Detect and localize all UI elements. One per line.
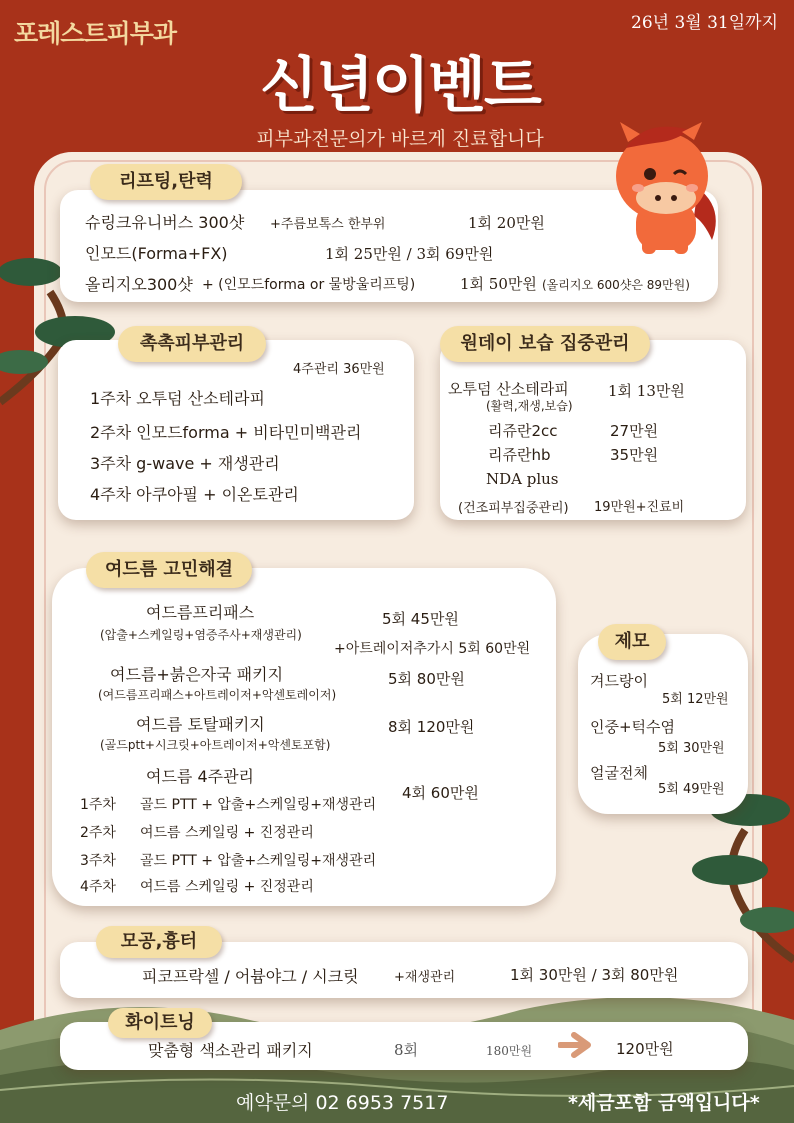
lifting-name-2: 인모드(Forma+FX) (85, 244, 228, 263)
moist-week-4: 4주차 아쿠아필 + 이온토관리 (90, 485, 299, 504)
tax-note: *세금포함 금액입니다* (568, 1092, 760, 1114)
acne-week-4-desc: 여드름 스케일링 + 진정관리 (140, 879, 314, 895)
event-subtitle: 피부과전문의가 바르게 진료합니다 (256, 128, 544, 150)
lifting-note-3: (올리지오 600샷은 89만원) (542, 278, 690, 292)
whitening-tag: 화이트닝 (108, 1008, 212, 1038)
oneday-rejuran-cc: 리쥬란2cc (488, 422, 558, 440)
hair-tag: 제모 (598, 624, 666, 660)
lifting-extra-3: + (인모드forma or 물방울리프팅) (202, 277, 416, 293)
hair-card (578, 634, 748, 814)
clinic-name: 포레스트피부과 (14, 19, 177, 48)
oneday-rejuran-hb-price: 35만원 (610, 446, 659, 464)
moist-week-2: 2주차 인모드forma + 비타민미백관리 (90, 423, 362, 442)
pore-price: 1회 30만원 / 3회 80만원 (510, 966, 679, 984)
lifting-extra-1: +주름보톡스 한부위 (270, 217, 386, 232)
moist-week-1: 1주차 오투덤 산소테라피 (90, 389, 265, 408)
acne-week-2-desc: 여드름 스케일링 + 진정관리 (140, 825, 314, 841)
lifting-name-3: 올리지오300샷 (85, 275, 193, 294)
acne-four-name: 여드름 4주관리 (146, 767, 255, 786)
event-title: 신년이벤트 (260, 51, 540, 121)
hair-item-2-name: 인중+턱수염 (590, 718, 676, 736)
oneday-tag: 원데이 보습 집중관리 (440, 326, 650, 362)
whitening-price: 120만원 (616, 1040, 674, 1058)
moist-price: 4주관리 36만원 (293, 362, 385, 377)
acne-week-2-label: 2주차 (80, 825, 116, 841)
whitening-name: 맞춤형 색소관리 패키지 (148, 1041, 313, 1060)
lifting-name-1: 슈링크유니버스 300샷 (85, 213, 245, 232)
pore-tag: 모공,흉터 (96, 926, 222, 958)
pore-name: 피코프락셀 / 어븀야그 / 시크릿 (142, 967, 359, 986)
oneday-o2-price: 1회 13만원 (608, 382, 685, 400)
acne-pass-name: 여드름프리패스 (146, 603, 255, 622)
horse-mascot-icon (606, 118, 722, 258)
hair-item-3-price: 5회 49만원 (658, 782, 725, 797)
acne-pass-sub: (압출+스케일링+염증주사+재생관리) (100, 628, 302, 642)
oneday-nda-price: 19만원+진료비 (594, 500, 685, 515)
whitening-old-price: 180만원 (486, 1044, 533, 1058)
acne-tag: 여드름 고민해결 (86, 552, 252, 588)
hair-item-2-price: 5회 30만원 (658, 741, 725, 756)
right-arrow-icon (558, 1032, 592, 1058)
acne-scar-price: 5회 80만원 (388, 670, 465, 688)
event-period: 26년 3월 31일까지 (631, 13, 778, 33)
hair-item-1-price: 5회 12만원 (662, 692, 729, 707)
acne-total-name: 여드름 토탈패키지 (136, 715, 265, 734)
whitening-count: 8회 (394, 1041, 419, 1059)
moist-tag: 촉촉피부관리 (118, 326, 266, 362)
oneday-nda: NDA plus (486, 470, 559, 488)
hair-item-3-name: 얼굴전체 (590, 764, 648, 782)
acne-card (52, 568, 556, 906)
acne-week-3-label: 3주차 (80, 853, 116, 869)
acne-week-1-label: 1주차 (80, 797, 116, 813)
oneday-rejuran-hb: 리쥬란hb (488, 446, 551, 464)
booking-phone: 예약문의 02 6953 7517 (236, 1092, 449, 1114)
moist-week-3: 3주차 g-wave + 재생관리 (90, 454, 280, 473)
lifting-price-1: 1회 20만원 (468, 214, 545, 232)
acne-scar-sub: (여드름프리패스+아트레이저+악센토레이저) (98, 688, 337, 702)
acne-total-price: 8회 120만원 (388, 718, 475, 736)
lifting-price-3: 1회 50만원 (460, 275, 537, 293)
oneday-nda-sub: (건조피부집중관리) (458, 501, 569, 516)
oneday-rejuran-cc-price: 27만원 (610, 422, 659, 440)
acne-pass-price: 5회 45만원 (382, 610, 459, 628)
acne-week-4-label: 4주차 (80, 879, 116, 895)
acne-pass-extra: +아트레이저추가시 5회 60만원 (334, 641, 531, 657)
oneday-card (440, 340, 746, 520)
acne-scar-name: 여드름+붉은자국 패키지 (110, 665, 284, 684)
pore-extra: +재생관리 (394, 970, 456, 985)
acne-total-sub: (골드ptt+시크릿+아트레이저+악센토포함) (100, 738, 331, 752)
acne-week-3-desc: 골드 PTT + 압출+스케일링+재생관리 (140, 853, 377, 869)
hair-item-1-name: 겨드랑이 (590, 672, 648, 690)
acne-four-price: 4회 60만원 (402, 784, 479, 802)
lifting-tag: 리프팅,탄력 (90, 164, 242, 200)
lifting-price-2: 1회 25만원 / 3회 69만원 (325, 245, 494, 263)
oneday-o2-name: 오투덤 산소테라피 (448, 380, 569, 398)
moist-card (58, 340, 414, 520)
acne-week-1-desc: 골드 PTT + 압출+스케일링+재생관리 (140, 797, 377, 813)
oneday-o2-sub: (활력,재생,보습) (486, 399, 573, 413)
